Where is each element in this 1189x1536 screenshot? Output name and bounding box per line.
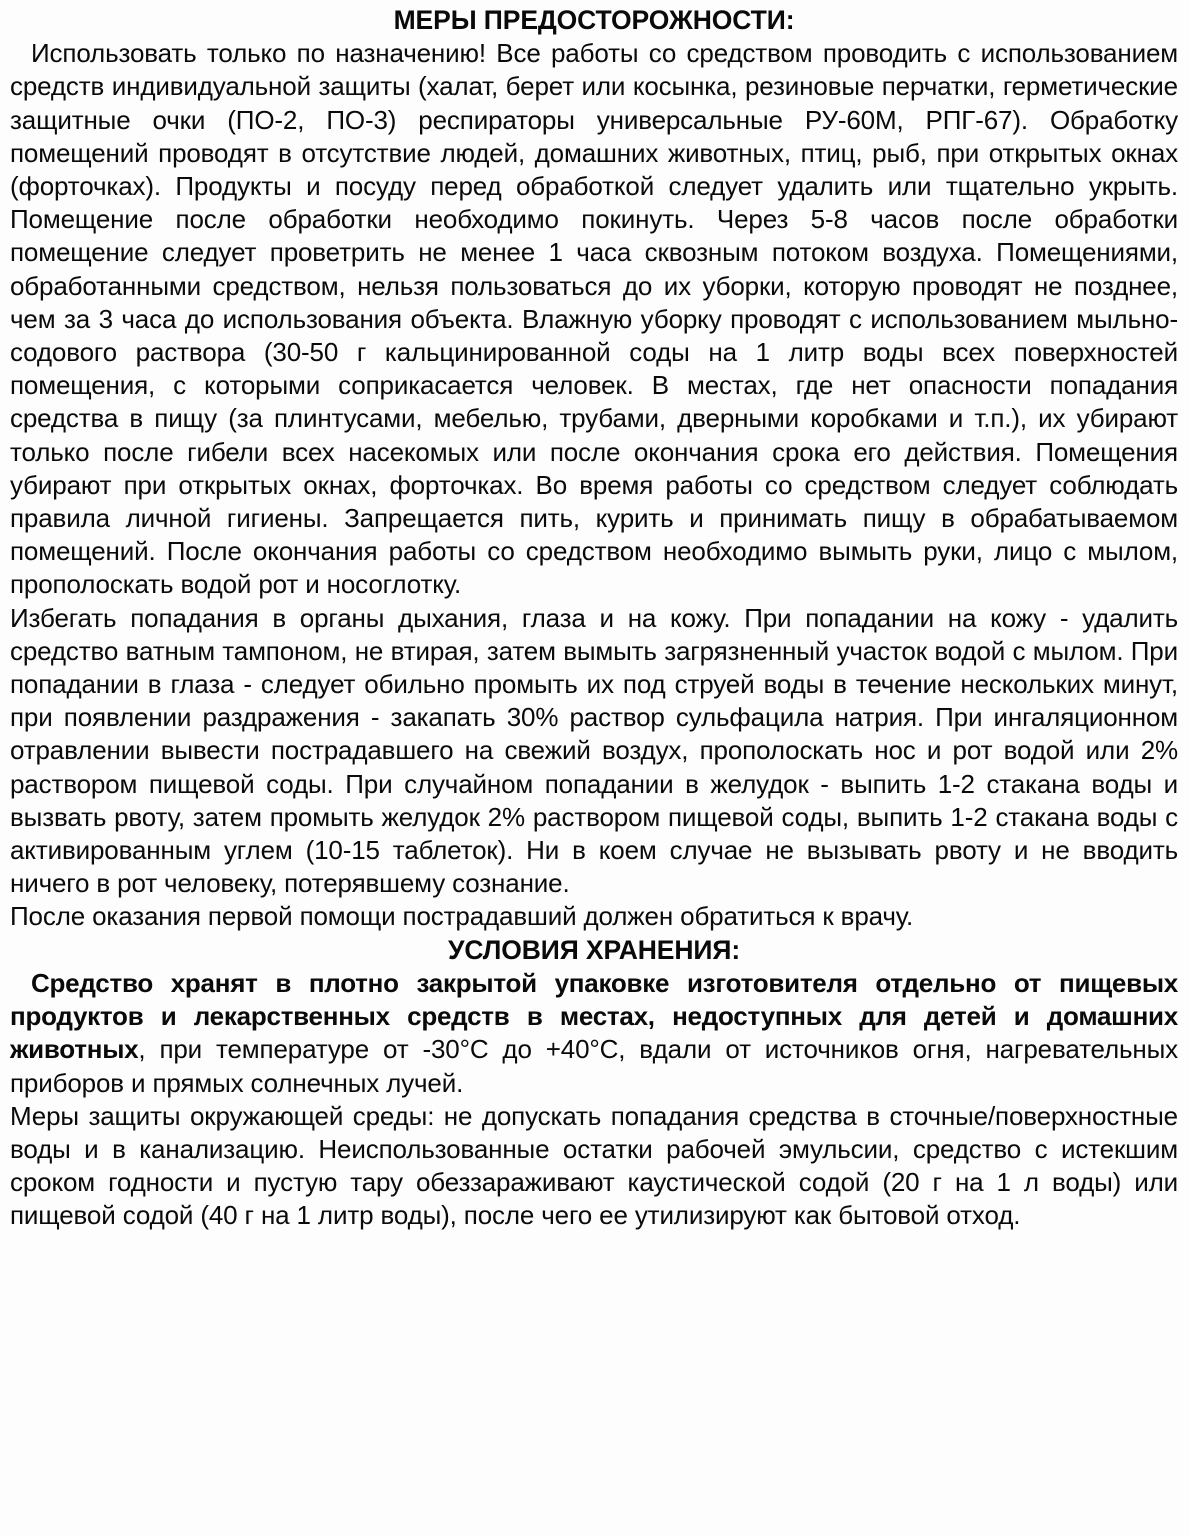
section-heading-precautions: МЕРЫ ПРЕДОСТОРОЖНОСТИ:	[393, 5, 795, 35]
paragraph-storage-body	[10, 967, 1178, 1100]
storage-regular-text: , при температуре от -30°C до +40°C, вдали от источников огня, нагревательных приборов и прямых солнечных лучей.	[10, 1034, 1178, 1098]
paragraph-precautions-body: Использовать только по назначению! Все работы со средством проводить с использованием средств индивидуальной защиты (халат, берет или косынка, резиновые перчатки, герметические защитные очки (ПО-2, ПО-3) респираторы универсальные РУ-60М, РПГ-67). Обработку помещений проводят в отсутствие людей, домашних животных, птиц, рыб, при открытых окнах (форточках). Продукты и посуду перед обработкой следует удалить или тщательно укрыть. Помещение после обработки необходимо покинуть. Через 5-8 часов после обработки помещение следует проветрить не менее 1 часа сквозным потоком воздуха. Помещениями, обработанными средством, нельзя пользоваться до их уборки, которую проводят не позднее, чем за 3 часа до использования объекта. Влажную уборку проводят с использованием мыльно-содового раствора (30-50 г кальцинированной соды на 1 литр воды всех поверхностей помещения, с которыми соприкасается человек. В местах, где нет опасности попадания средства в пищу (за плинтусами, мебелью, трубами, дверными коробками и т.п.), их убирают только после гибели всех насекомых или после окончания срока его действия. Помещения убирают при открытых окнах, форточках. Во время работы со средством следует соблюдать правила личной гигиены. Запрещается пить, курить и принимать пищу в обрабатываемом помещений. После окончания работы со средством необходимо вымыть руки, лицо с мылом, прополоскать водой рот и носоглотку.	[10, 38, 1178, 600]
paragraph-first-aid: Избегать попадания в органы дыхания, глаза и на кожу. При попадании на кожу - удалить средство ватным тампоном, не втирая, затем вымыть загрязненный участок водой с мылом. При попадании в глаза - следует обильно промыть их под струей воды в течение нескольких минут, при появлении раздражения - закапать 30% раствор сульфацила натрия. При ингаляционном отравлении вывести пострадавшего на свежий воздух, прополоскать нос и рот водой или 2% раствором пищевой соды. При случайном попадании в желудок - выпить 1-2 стакана воды и вызвать рвоту, затем промыть желудок 2% раствором пищевой соды, выпить 1-2 стакана воды с активированным углем (10-15 таблеток). Ни в коем случае не вызывать рвоту и не вводить ничего в рот человеку, потерявшему сознание.	[10, 602, 1178, 899]
storage-bold-text: Средство хранят в плотно закрытой упаковке изготовителя отдельно от пищевых продуктов и лекарственных средств в местах, недоступных для детей и домашних животных	[10, 967, 1178, 1065]
section-heading-storage: УСЛОВИЯ ХРАНЕНИЯ:	[447, 934, 741, 965]
paragraph-see-doctor: После оказания первой помощи пострадавший должен обратиться к врачу.	[10, 901, 914, 932]
paragraph-environment: Меры защиты окружающей среды: не допускать попадания средства в сточные/поверхностные воды и в канализацию. Неиспользованные остатки рабочей эмульсии, средство с истекшим сроком годности и пустую тару обеззараживают каустической содой (20 г на 1 л воды) или пищевой содой (40 г на 1 литр воды), после чего ее утилизируют как бытовой отход.	[10, 1100, 1178, 1231]
